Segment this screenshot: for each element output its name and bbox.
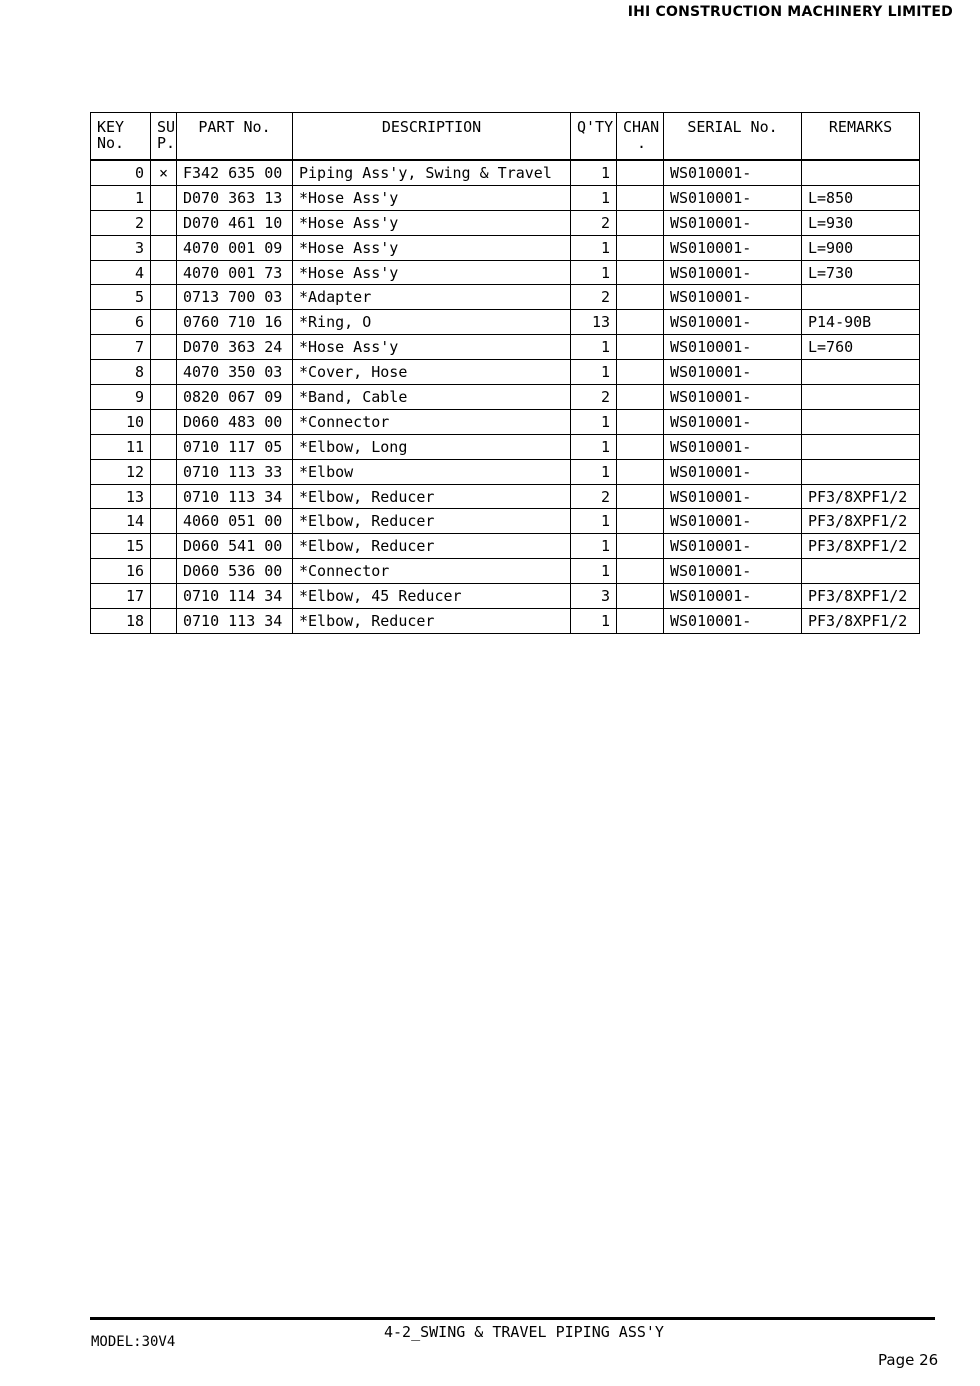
part-number-cell: 0710 113 34 — [177, 609, 293, 634]
change-cell — [617, 335, 664, 360]
remarks-cell: L=930 — [802, 210, 920, 235]
change-cell — [617, 360, 664, 385]
quantity-cell: 13 — [571, 310, 617, 335]
change-cell — [617, 160, 664, 185]
serial-number-cell: WS010001- — [664, 335, 802, 360]
change-cell — [617, 609, 664, 634]
change-cell — [617, 584, 664, 609]
column-header-sup: SU P. — [151, 113, 177, 161]
key-cell: 7 — [91, 335, 151, 360]
key-cell: 8 — [91, 360, 151, 385]
part-number-cell: 4060 051 00 — [177, 509, 293, 534]
sup-cell — [151, 260, 177, 285]
change-cell — [617, 210, 664, 235]
table-row — [91, 235, 920, 260]
part-number-cell: D070 363 13 — [177, 185, 293, 210]
part-number-cell: 4070 350 03 — [177, 360, 293, 385]
footer-divider — [90, 1317, 935, 1320]
key-cell: 17 — [91, 584, 151, 609]
table-header-row — [91, 113, 920, 161]
column-header-part: PART No. — [177, 113, 293, 161]
change-cell — [617, 509, 664, 534]
serial-number-cell: WS010001- — [664, 484, 802, 509]
table-row — [91, 285, 920, 310]
page-number: Page 26 — [878, 1351, 939, 1369]
serial-number-cell: WS010001- — [664, 185, 802, 210]
description-cell: *Hose Ass'y — [293, 235, 571, 260]
table-row — [91, 185, 920, 210]
serial-number-cell: WS010001- — [664, 160, 802, 185]
description-cell: *Elbow, Long — [293, 434, 571, 459]
quantity-cell: 1 — [571, 185, 617, 210]
remarks-cell — [802, 360, 920, 385]
description-cell: *Hose Ass'y — [293, 210, 571, 235]
description-cell: *Hose Ass'y — [293, 185, 571, 210]
quantity-cell: 2 — [571, 285, 617, 310]
table-row — [91, 534, 920, 559]
quantity-cell: 1 — [571, 609, 617, 634]
change-cell — [617, 434, 664, 459]
column-header-remarks: REMARKS — [802, 113, 920, 161]
column-header-qty: Q'TY — [571, 113, 617, 161]
description-cell: *Adapter — [293, 285, 571, 310]
serial-number-cell: WS010001- — [664, 409, 802, 434]
change-cell — [617, 260, 664, 285]
key-cell: 15 — [91, 534, 151, 559]
serial-number-cell: WS010001- — [664, 235, 802, 260]
sup-cell — [151, 434, 177, 459]
quantity-cell: 1 — [571, 459, 617, 484]
remarks-cell: L=760 — [802, 335, 920, 360]
key-cell: 10 — [91, 409, 151, 434]
column-header-chan: CHAN . — [617, 113, 664, 161]
description-cell: *Elbow, Reducer — [293, 534, 571, 559]
table-row — [91, 385, 920, 410]
quantity-cell: 2 — [571, 385, 617, 410]
quantity-cell: 1 — [571, 360, 617, 385]
serial-number-cell: WS010001- — [664, 310, 802, 335]
sup-cell — [151, 534, 177, 559]
remarks-cell — [802, 409, 920, 434]
quantity-cell: 2 — [571, 210, 617, 235]
sup-cell — [151, 509, 177, 534]
change-cell — [617, 235, 664, 260]
description-cell: Piping Ass'y, Swing & Travel — [293, 160, 571, 185]
description-cell: *Hose Ass'y — [293, 260, 571, 285]
remarks-cell — [802, 385, 920, 410]
quantity-cell: 1 — [571, 260, 617, 285]
table-row — [91, 509, 920, 534]
table-row — [91, 335, 920, 360]
part-number-cell: 0710 117 05 — [177, 434, 293, 459]
quantity-cell: 3 — [571, 584, 617, 609]
remarks-cell: L=850 — [802, 185, 920, 210]
serial-number-cell: WS010001- — [664, 360, 802, 385]
quantity-cell: 1 — [571, 534, 617, 559]
section-title: 4-2_SWING & TRAVEL PIPING ASS'Y — [384, 1323, 664, 1341]
part-number-cell: D070 363 24 — [177, 335, 293, 360]
quantity-cell: 1 — [571, 559, 617, 584]
key-cell: 18 — [91, 609, 151, 634]
table-row — [91, 160, 920, 185]
quantity-cell: 1 — [571, 409, 617, 434]
change-cell — [617, 310, 664, 335]
description-cell: *Elbow, 45 Reducer — [293, 584, 571, 609]
description-cell: *Connector — [293, 409, 571, 434]
change-cell — [617, 285, 664, 310]
quantity-cell: 1 — [571, 335, 617, 360]
part-number-cell: 0713 700 03 — [177, 285, 293, 310]
remarks-cell: PF3/8XPF1/2 — [802, 609, 920, 634]
quantity-cell: 1 — [571, 509, 617, 534]
remarks-cell: PF3/8XPF1/2 — [802, 509, 920, 534]
remarks-cell — [802, 160, 920, 185]
sup-cell — [151, 584, 177, 609]
serial-number-cell: WS010001- — [664, 385, 802, 410]
table-row — [91, 310, 920, 335]
remarks-cell: PF3/8XPF1/2 — [802, 534, 920, 559]
sup-cell — [151, 335, 177, 360]
change-cell — [617, 385, 664, 410]
serial-number-cell: WS010001- — [664, 285, 802, 310]
description-cell: *Elbow, Reducer — [293, 609, 571, 634]
remarks-cell: PF3/8XPF1/2 — [802, 484, 920, 509]
key-cell: 6 — [91, 310, 151, 335]
part-number-cell: 0710 113 34 — [177, 484, 293, 509]
serial-number-cell: WS010001- — [664, 210, 802, 235]
table-row — [91, 409, 920, 434]
description-cell: *Connector — [293, 559, 571, 584]
column-header-serial: SERIAL No. — [664, 113, 802, 161]
description-cell: *Elbow, Reducer — [293, 509, 571, 534]
sup-cell — [151, 185, 177, 210]
table-row — [91, 609, 920, 634]
serial-number-cell: WS010001- — [664, 559, 802, 584]
serial-number-cell: WS010001- — [664, 434, 802, 459]
remarks-cell — [802, 459, 920, 484]
part-number-cell: 0710 113 33 — [177, 459, 293, 484]
table-row — [91, 360, 920, 385]
table-row — [91, 459, 920, 484]
part-number-cell: 0820 067 09 — [177, 385, 293, 410]
company-name: IHI CONSTRUCTION MACHINERY LIMITED — [627, 4, 953, 20]
serial-number-cell: WS010001- — [664, 459, 802, 484]
remarks-cell: L=900 — [802, 235, 920, 260]
sup-cell — [151, 409, 177, 434]
key-cell: 13 — [91, 484, 151, 509]
part-number-cell: 0760 710 16 — [177, 310, 293, 335]
description-cell: *Elbow, Reducer — [293, 484, 571, 509]
parts-table — [90, 112, 920, 634]
key-cell: 2 — [91, 210, 151, 235]
description-cell: *Hose Ass'y — [293, 335, 571, 360]
key-cell: 14 — [91, 509, 151, 534]
description-cell: *Band, Cable — [293, 385, 571, 410]
change-cell — [617, 459, 664, 484]
serial-number-cell: WS010001- — [664, 509, 802, 534]
remarks-cell: PF3/8XPF1/2 — [802, 584, 920, 609]
key-cell: 3 — [91, 235, 151, 260]
sup-cell: × — [151, 160, 177, 185]
sup-cell — [151, 310, 177, 335]
serial-number-cell: WS010001- — [664, 584, 802, 609]
change-cell — [617, 534, 664, 559]
change-cell — [617, 409, 664, 434]
remarks-cell — [802, 285, 920, 310]
sup-cell — [151, 484, 177, 509]
table-row — [91, 210, 920, 235]
key-cell: 9 — [91, 385, 151, 410]
table-row — [91, 559, 920, 584]
change-cell — [617, 185, 664, 210]
change-cell — [617, 484, 664, 509]
remarks-cell: P14-90B — [802, 310, 920, 335]
part-number-cell: D060 541 00 — [177, 534, 293, 559]
quantity-cell: 1 — [571, 160, 617, 185]
sup-cell — [151, 385, 177, 410]
key-cell: 4 — [91, 260, 151, 285]
sup-cell — [151, 285, 177, 310]
serial-number-cell: WS010001- — [664, 534, 802, 559]
part-number-cell: 0710 114 34 — [177, 584, 293, 609]
description-cell: *Ring, O — [293, 310, 571, 335]
part-number-cell: D060 483 00 — [177, 409, 293, 434]
sup-cell — [151, 235, 177, 260]
quantity-cell: 1 — [571, 434, 617, 459]
table-row — [91, 584, 920, 609]
key-cell: 11 — [91, 434, 151, 459]
part-number-cell: 4070 001 73 — [177, 260, 293, 285]
remarks-cell — [802, 559, 920, 584]
column-header-key: KEY No. — [91, 113, 151, 161]
remarks-cell: L=730 — [802, 260, 920, 285]
sup-cell — [151, 459, 177, 484]
sup-cell — [151, 360, 177, 385]
part-number-cell: 4070 001 09 — [177, 235, 293, 260]
key-cell: 12 — [91, 459, 151, 484]
sup-cell — [151, 559, 177, 584]
key-cell: 16 — [91, 559, 151, 584]
quantity-cell: 2 — [571, 484, 617, 509]
quantity-cell: 1 — [571, 235, 617, 260]
description-cell: *Elbow — [293, 459, 571, 484]
column-header-description: DESCRIPTION — [293, 113, 571, 161]
key-cell: 1 — [91, 185, 151, 210]
sup-cell — [151, 210, 177, 235]
sup-cell — [151, 609, 177, 634]
table-row — [91, 260, 920, 285]
remarks-cell — [802, 434, 920, 459]
serial-number-cell: WS010001- — [664, 609, 802, 634]
table-row — [91, 434, 920, 459]
part-number-cell: D060 536 00 — [177, 559, 293, 584]
model-label: MODEL:30V4 — [91, 1334, 176, 1350]
part-number-cell: F342 635 00 — [177, 160, 293, 185]
description-cell: *Cover, Hose — [293, 360, 571, 385]
change-cell — [617, 559, 664, 584]
table-row — [91, 484, 920, 509]
key-cell: 0 — [91, 160, 151, 185]
part-number-cell: D070 461 10 — [177, 210, 293, 235]
key-cell: 5 — [91, 285, 151, 310]
serial-number-cell: WS010001- — [664, 260, 802, 285]
